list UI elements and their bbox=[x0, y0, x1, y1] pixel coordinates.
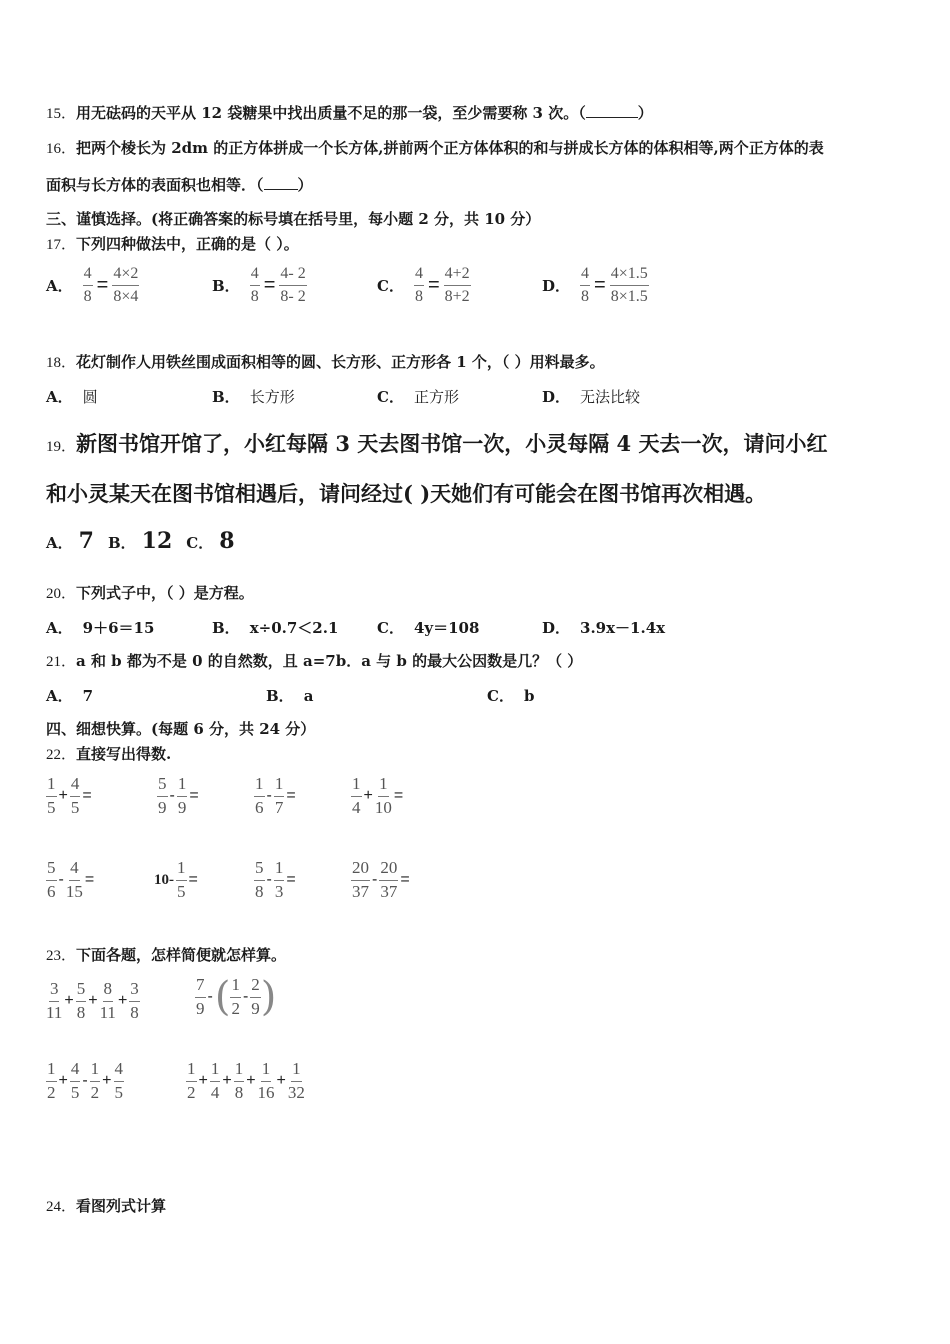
option-c[interactable] bbox=[487, 685, 534, 706]
numerator: 8 bbox=[103, 980, 114, 1002]
operator: - bbox=[266, 871, 272, 889]
fraction bbox=[70, 775, 81, 817]
numerator: 1 bbox=[274, 775, 285, 797]
option-text[interactable]: 12 bbox=[141, 528, 173, 554]
option-d[interactable] bbox=[542, 265, 649, 305]
denominator: 5 bbox=[177, 881, 186, 901]
question-number: 24． bbox=[46, 1199, 77, 1215]
question-23 bbox=[46, 944, 286, 965]
question-15 bbox=[46, 102, 653, 123]
expression bbox=[254, 859, 298, 901]
option-b[interactable] bbox=[212, 265, 307, 305]
equals-sign: = bbox=[82, 787, 92, 805]
numerator: 20 bbox=[351, 859, 370, 881]
option-label: C． bbox=[377, 619, 404, 637]
question-number: 19． bbox=[46, 439, 77, 455]
fraction bbox=[157, 775, 168, 817]
option-text: 4y＝108 bbox=[413, 619, 480, 637]
denominator: 8 bbox=[76, 1002, 86, 1022]
numerator: 5 bbox=[157, 775, 168, 797]
fraction bbox=[379, 859, 398, 901]
option-text: 长方形 bbox=[249, 388, 295, 406]
fraction bbox=[112, 265, 139, 305]
question-text: 下面各题，怎样简便就怎样算。 bbox=[76, 946, 287, 964]
expression bbox=[157, 775, 201, 817]
question-number: 22． bbox=[46, 747, 77, 763]
numerator: 4 bbox=[414, 265, 424, 286]
operator: + bbox=[58, 1072, 68, 1090]
option-a[interactable] bbox=[46, 685, 93, 706]
fraction bbox=[274, 859, 285, 901]
numerator: 1 bbox=[90, 1060, 101, 1082]
option-label: D． bbox=[542, 388, 571, 406]
open-paren: ( bbox=[214, 974, 231, 1021]
numerator: 4 bbox=[70, 775, 81, 797]
numerator: 4- 2 bbox=[279, 265, 306, 286]
numerator: 4×1.5 bbox=[610, 265, 649, 286]
numerator: 4 bbox=[70, 1060, 81, 1082]
option-label: C． bbox=[487, 687, 514, 705]
numerator: 1 bbox=[46, 775, 57, 797]
fraction bbox=[351, 859, 370, 901]
numerator: 4 bbox=[250, 265, 260, 286]
denominator: 11 bbox=[99, 1002, 116, 1022]
option-label: C． bbox=[377, 388, 404, 406]
denominator: 9 bbox=[158, 797, 167, 817]
option-label: A． bbox=[46, 619, 73, 637]
denominator: 8×4 bbox=[113, 287, 139, 305]
operator: + bbox=[198, 1072, 208, 1090]
expression bbox=[351, 775, 405, 817]
question-text: 新图书馆开馆了，小红每隔 3 天去图书馆一次，小灵每隔 4 天去一次，请问小红 bbox=[76, 431, 828, 456]
option-label: D． bbox=[542, 619, 571, 637]
operator: + bbox=[246, 1072, 256, 1090]
denominator: 9 bbox=[177, 797, 187, 817]
close-paren: ） bbox=[637, 104, 653, 122]
option-label: B． bbox=[212, 388, 240, 406]
question-text: 下列四种做法中，正确的是（ ）。 bbox=[76, 235, 299, 253]
equals-sign: = bbox=[427, 273, 440, 296]
denominator: 2 bbox=[90, 1082, 100, 1102]
question-text: 把两个棱长为 2dm 的正方体拼成一个长方体,拼前两个正方体体积的和与拼成长方体的体积相等,两个正方体的表 bbox=[76, 139, 824, 157]
question-number: 17． bbox=[46, 237, 77, 253]
denominator: 7 bbox=[274, 797, 284, 817]
numerator: 1 bbox=[186, 1060, 197, 1082]
denominator: 9 bbox=[196, 998, 205, 1018]
fraction bbox=[114, 1060, 125, 1102]
question-16-line1 bbox=[46, 137, 824, 158]
option-text: 9＋6＝15 bbox=[82, 619, 155, 637]
question-text: 花灯制作人用铁丝围成面积相等的圆、长方形、正方形各 1 个，（ ）用料最多。 bbox=[76, 353, 605, 371]
denominator: 6 bbox=[255, 797, 264, 817]
whole-number: 10- bbox=[154, 871, 174, 888]
equals-sign: = bbox=[400, 871, 410, 889]
fraction bbox=[210, 1060, 221, 1102]
option-label: B． bbox=[266, 687, 294, 705]
operator: + bbox=[222, 1072, 232, 1090]
option-b[interactable] bbox=[266, 685, 313, 706]
fraction bbox=[279, 265, 306, 305]
operator: - bbox=[242, 988, 249, 1006]
numerator: 4 bbox=[114, 1060, 125, 1082]
option-label: A． bbox=[46, 388, 73, 406]
operator: + bbox=[58, 787, 68, 805]
option-text: 3.9x－1.4x bbox=[580, 619, 666, 637]
denominator: 8 bbox=[414, 287, 423, 305]
numerator: 1 bbox=[274, 859, 285, 881]
fraction bbox=[254, 859, 265, 901]
numerator: 1 bbox=[254, 775, 265, 797]
denominator: 8+2 bbox=[444, 287, 470, 305]
denominator: 3 bbox=[274, 881, 284, 901]
expression bbox=[351, 859, 412, 901]
option-d[interactable] bbox=[542, 386, 640, 407]
question-number: 18． bbox=[46, 355, 77, 371]
option-label: D． bbox=[542, 276, 571, 295]
fraction bbox=[177, 775, 188, 817]
numerator: 1 bbox=[230, 976, 241, 998]
question-number: 15． bbox=[46, 106, 77, 122]
numerator: 1 bbox=[210, 1060, 221, 1082]
answer-blank[interactable] bbox=[264, 189, 298, 190]
numerator: 7 bbox=[195, 976, 206, 998]
option-label: C． bbox=[377, 276, 404, 295]
denominator: 37 bbox=[352, 881, 369, 901]
numerator: 4×2 bbox=[112, 265, 139, 286]
question-text: 看图列式计算 bbox=[76, 1197, 167, 1215]
denominator: 8 bbox=[83, 287, 92, 305]
denominator: 5 bbox=[70, 1082, 80, 1102]
equals-sign: = bbox=[393, 787, 404, 805]
equals-sign: = bbox=[96, 273, 109, 296]
fraction bbox=[274, 775, 285, 817]
option-label: A． bbox=[46, 534, 73, 552]
numerator: 3 bbox=[49, 980, 60, 1002]
numerator: 1 bbox=[46, 1060, 57, 1082]
option-label: A． bbox=[46, 687, 73, 705]
question-22 bbox=[46, 743, 171, 764]
fraction bbox=[46, 1060, 57, 1102]
numerator: 20 bbox=[379, 859, 398, 881]
option-b[interactable] bbox=[212, 386, 295, 407]
option-a[interactable] bbox=[46, 265, 139, 305]
question-16-line2 bbox=[46, 174, 313, 195]
fraction bbox=[351, 775, 362, 817]
fraction bbox=[129, 980, 140, 1022]
denominator: 5 bbox=[70, 797, 80, 817]
numerator: 5 bbox=[46, 859, 57, 881]
fraction bbox=[83, 265, 93, 305]
operator: - bbox=[372, 871, 378, 889]
fraction bbox=[288, 1060, 305, 1102]
fraction bbox=[375, 775, 392, 817]
option-label: B． bbox=[212, 276, 240, 295]
option-label: A． bbox=[46, 276, 73, 295]
fraction bbox=[76, 980, 87, 1022]
denominator: 5 bbox=[114, 1082, 124, 1102]
fraction bbox=[444, 265, 471, 305]
question-number: 21． bbox=[46, 654, 77, 670]
option-text: b bbox=[523, 687, 535, 705]
operator: - bbox=[82, 1072, 88, 1090]
equals-sign: = bbox=[189, 787, 199, 805]
fraction bbox=[258, 1060, 275, 1102]
option-text: x÷0.7＜2.1 bbox=[249, 619, 339, 637]
numerator: 4+2 bbox=[444, 265, 471, 286]
fraction bbox=[176, 859, 187, 901]
numerator: 4 bbox=[83, 265, 93, 286]
fraction bbox=[46, 859, 57, 901]
numerator: 4 bbox=[69, 859, 80, 881]
fraction bbox=[250, 265, 260, 305]
option-c[interactable] bbox=[377, 386, 459, 407]
option-text[interactable]: 7 bbox=[78, 528, 94, 554]
denominator: 8 bbox=[130, 1002, 139, 1022]
close-paren: ） bbox=[297, 176, 313, 194]
denominator: 16 bbox=[257, 1082, 275, 1102]
numerator: 5 bbox=[254, 859, 265, 881]
equals-sign: = bbox=[263, 273, 276, 296]
question-text: 面积与长方体的表面积也相等．（ bbox=[46, 176, 264, 194]
option-d[interactable] bbox=[542, 617, 665, 638]
equals-sign: = bbox=[286, 871, 296, 889]
fraction bbox=[610, 265, 649, 305]
question-19-line2: 和小灵某天在图书馆相遇后，请问经过( )天她们有可能会在图书馆再次相遇。 bbox=[46, 481, 767, 506]
answer-blank[interactable] bbox=[586, 117, 638, 118]
question-text: 用无砝码的天平从 12 袋糖果中找出质量不足的那一袋，至少需要称 3 次。（ bbox=[76, 104, 586, 122]
option-text: a bbox=[303, 687, 314, 705]
operator: - bbox=[58, 871, 64, 889]
option-a[interactable] bbox=[46, 386, 98, 407]
option-c[interactable] bbox=[377, 617, 479, 638]
equals-sign: = bbox=[594, 273, 606, 296]
operator: + bbox=[102, 1072, 112, 1090]
numerator: 5 bbox=[76, 980, 87, 1002]
question-18 bbox=[46, 351, 605, 372]
fraction bbox=[90, 1060, 101, 1102]
denominator: 5 bbox=[47, 797, 56, 817]
denominator: 8 bbox=[234, 1082, 244, 1102]
denominator: 32 bbox=[287, 1082, 305, 1102]
denominator: 2 bbox=[231, 998, 240, 1018]
fraction bbox=[186, 1060, 197, 1102]
question-number: 20． bbox=[46, 586, 77, 602]
fraction bbox=[66, 859, 83, 901]
option-text[interactable]: 8 bbox=[219, 528, 235, 554]
denominator: 11 bbox=[46, 1002, 63, 1022]
question-19-options bbox=[46, 528, 249, 554]
numerator: 2 bbox=[250, 976, 261, 998]
expression bbox=[46, 980, 140, 1022]
denominator: 15 bbox=[65, 881, 83, 901]
fraction bbox=[414, 265, 424, 305]
numerator: 1 bbox=[351, 775, 362, 797]
denominator: 2 bbox=[47, 1082, 56, 1102]
operator: + bbox=[88, 992, 98, 1010]
operator: - bbox=[169, 787, 175, 805]
option-c[interactable] bbox=[377, 265, 471, 305]
expression bbox=[46, 775, 94, 817]
question-19-line1 bbox=[46, 428, 827, 458]
fraction bbox=[580, 265, 590, 305]
option-label: C． bbox=[186, 534, 214, 552]
fraction bbox=[100, 980, 116, 1022]
operator: + bbox=[117, 992, 128, 1010]
expression bbox=[195, 974, 277, 1021]
operator: - bbox=[266, 787, 272, 805]
fraction bbox=[250, 976, 261, 1018]
numerator: 3 bbox=[129, 980, 140, 1002]
fraction bbox=[46, 980, 62, 1022]
fraction bbox=[46, 775, 57, 817]
numerator: 1 bbox=[234, 1060, 245, 1082]
section-4-heading: 四、细想快算。(每题 6 分，共 24 分） bbox=[46, 720, 316, 738]
operator: + bbox=[64, 992, 74, 1010]
denominator: 2 bbox=[187, 1082, 196, 1102]
expression bbox=[46, 1060, 124, 1102]
question-number: 16． bbox=[46, 141, 77, 157]
equals-sign: = bbox=[188, 871, 198, 889]
operator: - bbox=[207, 988, 213, 1006]
numerator: 1 bbox=[176, 859, 187, 881]
option-a[interactable] bbox=[46, 617, 154, 638]
numerator: 1 bbox=[291, 1060, 302, 1082]
close-paren: ) bbox=[260, 974, 277, 1021]
option-label: B． bbox=[212, 619, 240, 637]
option-text: 圆 bbox=[82, 388, 98, 406]
expression bbox=[254, 775, 298, 817]
denominator: 9 bbox=[251, 998, 260, 1018]
question-20 bbox=[46, 582, 254, 603]
operator: + bbox=[363, 787, 373, 805]
denominator: 8 bbox=[250, 287, 259, 305]
denominator: 37 bbox=[380, 881, 398, 901]
denominator: 4 bbox=[352, 797, 361, 817]
equals-sign: = bbox=[286, 787, 296, 805]
question-24 bbox=[46, 1195, 166, 1216]
section-3-heading: 三、谨慎选择。(将正确答案的标号填在括号里，每小题 2 分，共 10 分） bbox=[46, 210, 541, 228]
question-number: 23． bbox=[46, 948, 77, 964]
question-text: 直接写出得数. bbox=[76, 745, 172, 763]
denominator: 8- 2 bbox=[280, 287, 306, 305]
numerator: 4 bbox=[580, 265, 590, 286]
denominator: 4 bbox=[210, 1082, 220, 1102]
expression bbox=[152, 859, 200, 901]
denominator: 8×1.5 bbox=[610, 287, 648, 305]
expression bbox=[46, 859, 96, 901]
fraction bbox=[70, 1060, 81, 1102]
option-b[interactable] bbox=[212, 617, 338, 638]
option-label: B． bbox=[107, 534, 136, 552]
fraction bbox=[230, 976, 241, 1018]
question-text: 下列式子中，（ ）是方程。 bbox=[76, 584, 254, 602]
fraction bbox=[195, 976, 206, 1018]
denominator: 10 bbox=[374, 797, 392, 817]
option-text: 无法比较 bbox=[580, 388, 641, 406]
fraction bbox=[234, 1060, 245, 1102]
numerator: 1 bbox=[378, 775, 389, 797]
operator: + bbox=[276, 1072, 286, 1090]
option-text: 正方形 bbox=[413, 388, 459, 406]
question-21 bbox=[46, 650, 582, 671]
numerator: 1 bbox=[261, 1060, 272, 1082]
denominator: 8 bbox=[581, 287, 590, 305]
question-text: a 和 b 都为不是 0 的自然数，且 a=7b．a 与 b 的最大公因数是几？（ ） bbox=[76, 652, 583, 670]
equals-sign: = bbox=[84, 871, 95, 889]
denominator: 6 bbox=[47, 881, 56, 901]
question-17 bbox=[46, 233, 299, 254]
denominator: 8 bbox=[255, 881, 264, 901]
numerator: 1 bbox=[177, 775, 188, 797]
option-text: 7 bbox=[82, 687, 94, 705]
fraction bbox=[254, 775, 265, 817]
expression bbox=[186, 1060, 305, 1102]
